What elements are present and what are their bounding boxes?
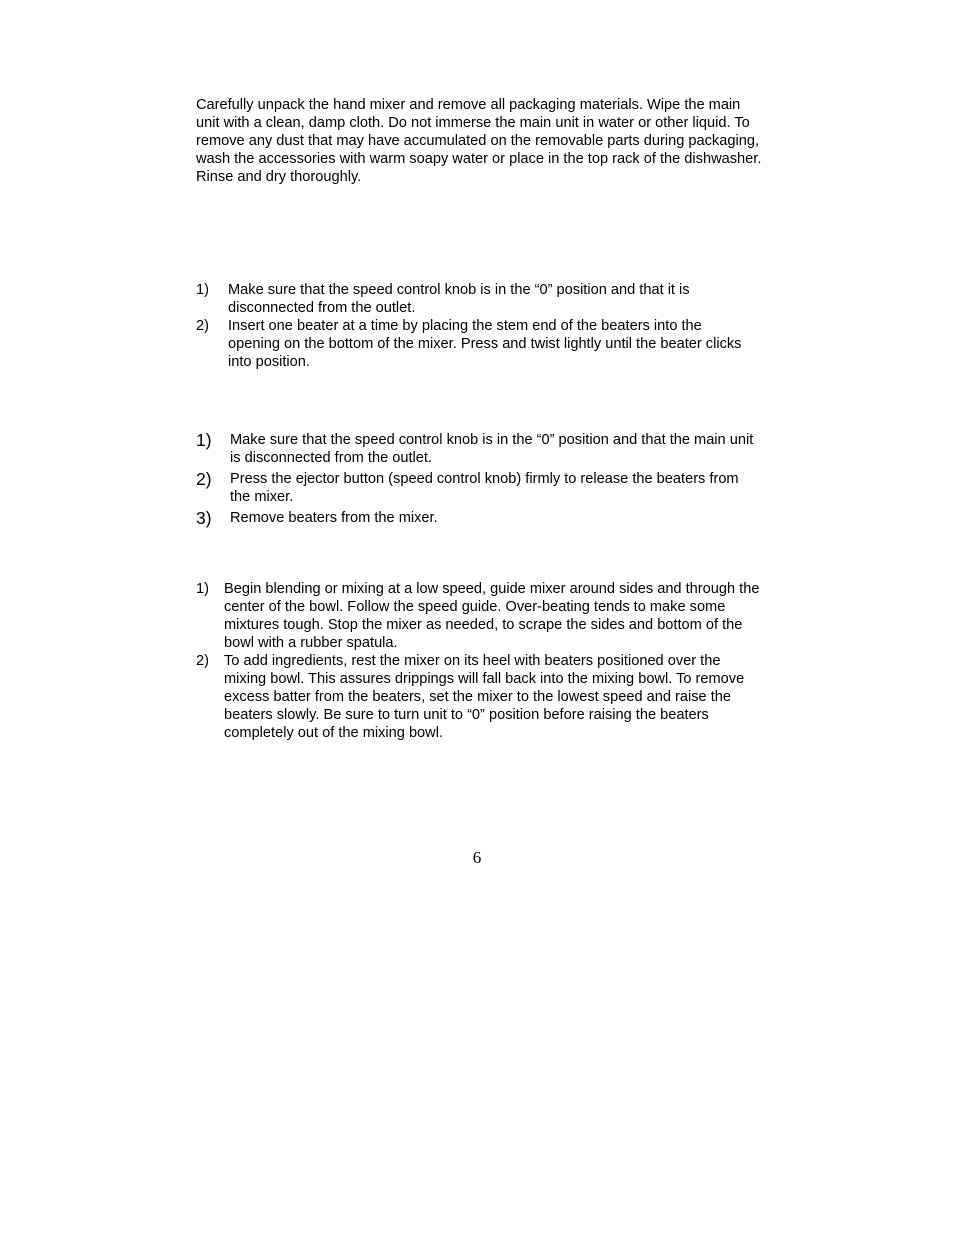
list-item-text: Insert one beater at a time by placing the stem end of the beaters into the opening on the bottom of the mixer. Press and twist lightly until the beater clicks into position. [228, 318, 742, 370]
list-item [196, 469, 756, 506]
list-item [196, 652, 766, 742]
list-item-text: Make sure that the speed control knob is in the “0” position and that it is disconnected from the outlet. [228, 282, 690, 316]
list-item-text: Begin blending or mixing at a low speed, guide mixer around sides and through the center of the bowl. Follow the speed guide. Over-beating tends to make some mixtures tough. Stop the mixer as needed, to scrape the sides and bottom of the bowl with a rubber spatula. [224, 581, 760, 651]
list-item-text: Make sure that the speed control knob is in the “0” position and that the main unit is disconnected from the outlet. [230, 432, 754, 466]
list-item-number: 1) [196, 282, 209, 298]
list-item-number: 2) [196, 469, 212, 489]
list-item [196, 580, 766, 652]
list-item [196, 281, 756, 317]
list-item [196, 508, 756, 528]
intro-paragraph: Carefully unpack the hand mixer and remove all packaging materials. Wipe the main unit with a clean, damp cloth. Do not immerse the main unit in water or other liquid. To remove any dust that may have accumulated on the removable parts during packaging, wash the accessories with warm soapy water or place in the top rack of the dishwasher. Rinse and dry thoroughly. [196, 97, 762, 185]
mixing-list [196, 580, 766, 742]
list-item-text: Press the ejector button (speed control knob) firmly to release the beaters from the mixer. [230, 471, 739, 505]
attach-beaters-list [196, 281, 756, 371]
list-item-number: 3) [196, 508, 212, 528]
list-item-text: To add ingredients, rest the mixer on its heel with beaters positioned over the mixing bowl. This assures drippings will fall back into the mixing bowl. To remove excess batter from the beaters, set the mixer to the lowest speed and raise the beaters slowly. Be sure to turn unit to “0” position before raising the beaters completely out of the mixing bowl. [224, 653, 745, 741]
remove-beaters-list [196, 430, 756, 530]
list-item [196, 430, 756, 467]
list-item-number: 1) [196, 430, 212, 450]
list-item-number: 2) [196, 318, 209, 334]
list-item-text: Remove beaters from the mixer. [230, 510, 438, 526]
list-item [196, 317, 756, 371]
page-number: 6 [472, 848, 482, 867]
list-item-number: 1) [196, 581, 209, 597]
list-item-number: 2) [196, 653, 209, 669]
